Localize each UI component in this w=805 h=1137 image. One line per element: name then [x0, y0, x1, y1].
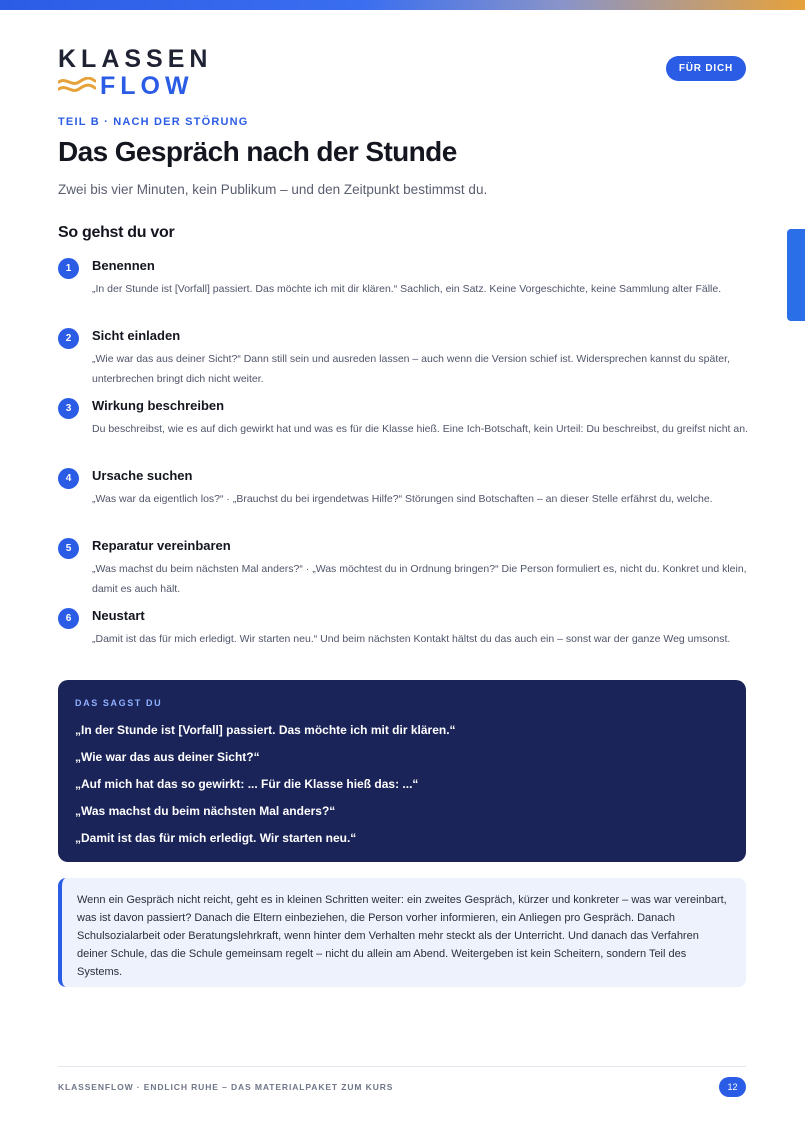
step-number-badge: 5 — [58, 538, 79, 559]
escalation-note — [58, 878, 746, 987]
step-title: Sicht einladen — [92, 328, 181, 343]
page-number: 12 — [719, 1077, 746, 1097]
step-title: Neustart — [92, 608, 145, 623]
step-number-badge: 4 — [58, 468, 79, 489]
step-number-badge: 1 — [58, 258, 79, 279]
steps-list — [58, 258, 748, 678]
phrases-label: DAS SAGST DU — [75, 698, 163, 708]
waves-icon — [58, 77, 96, 97]
top-gradient-bar — [0, 0, 805, 10]
steps-heading: So gehst du vor — [58, 224, 175, 241]
step-title: Ursache suchen — [92, 468, 193, 483]
step-item — [58, 398, 748, 468]
step-item — [58, 608, 748, 678]
phrase-line: „In der Stunde ist [Vorfall] passiert. Das möchte ich mit dir klären.“ — [75, 723, 456, 737]
step-text: „Was war da eigentlich los?“ · „Brauchst du bei irgendetwas Hilfe?“ Störungen sind Botschaften – an dieser Stelle erfährst du, welche. — [92, 493, 713, 505]
step-text: „Wie war das aus deiner Sicht?“ Dann still sein und ausreden lassen – auch wenn die Version schief ist. Widersprechen kannst du später, unterbrechen bringt dich nicht weiter. — [92, 353, 730, 385]
step-number-badge: 2 — [58, 328, 79, 349]
step-number-badge: 6 — [58, 608, 79, 629]
note-text: Wenn ein Gespräch nicht reicht, geht es in kleinen Schritten weiter: ein zweites Gespräch, kürzer und konkreter – was war vereinbart, was ist davon passiert? Danach die Eltern einbeziehen, die Person vorher informieren, ein Anliegen pro Gespräch. Danach Schulsozialarbeit oder Beratungslehrkraft, wenn hinter dem Verhalten mehr steckt als der Unterricht. Und danach das Verfahren deiner Schule, das die Schule gemeinsam regelt – nicht du allein am Abend. Weitergeben ist kein Scheitern, sondern Teil des Systems. — [77, 894, 727, 978]
step-text: „Was machst du beim nächsten Mal anders?“ · „Was möchtest du in Ordnung bringen?“ Die Person formuliert es, nicht du. Konkret und klein, damit es auch hält. — [92, 563, 747, 595]
phrase-line: „Damit ist das für mich erledigt. Wir starten neu.“ — [75, 831, 357, 845]
step-item — [58, 258, 748, 328]
logo-word-bottom: FLOW — [100, 72, 194, 100]
step-item — [58, 468, 748, 538]
step-item — [58, 538, 748, 608]
step-text: „In der Stunde ist [Vorfall] passiert. Das möchte ich mit dir klären.“ Sachlich, ein Satz. Keine Vorgeschichte, keine Sammlung alter Fälle. — [92, 283, 722, 295]
side-tab[interactable] — [787, 229, 805, 321]
step-text: Du beschreibst, wie es auf dich gewirkt hat und was es für die Klasse hieß. Eine Ich-Botschaft, kein Urteil: Du beschreibst, du greifst nicht an. — [92, 423, 748, 435]
logo — [58, 45, 213, 100]
phrase-line: „Auf mich hat das so gewirkt: ... Für die Klasse hieß das: ...“ — [75, 777, 419, 791]
phrase-line: „Wie war das aus deiner Sicht?“ — [75, 750, 260, 764]
section-eyebrow: TEIL B · NACH DER STÖRUNG — [58, 116, 249, 128]
phrases-box — [58, 680, 746, 862]
audience-badge: FÜR DICH — [666, 56, 746, 81]
step-item — [58, 328, 748, 398]
step-text: „Damit ist das für mich erledigt. Wir starten neu.“ Und beim nächsten Kontakt hältst du das auch ein – sonst war der ganze Weg umsonst. — [92, 633, 731, 645]
footer-divider — [58, 1066, 746, 1067]
footer-text: KLASSENFLOW · ENDLICH RUHE – DAS MATERIALPAKET ZUM KURS — [58, 1082, 394, 1092]
step-title: Wirkung beschreiben — [92, 398, 225, 413]
step-number-badge: 3 — [58, 398, 79, 419]
page-title: Das Gespräch nach der Stunde — [58, 136, 457, 167]
step-title: Reparatur vereinbaren — [92, 538, 231, 553]
phrase-line: „Was machst du beim nächsten Mal anders?“ — [75, 804, 336, 818]
step-title: Benennen — [92, 258, 155, 273]
logo-word-top: KLASSEN — [58, 45, 213, 73]
page-subtitle: Zwei bis vier Minuten, kein Publikum – und den Zeitpunkt bestimmst du. — [58, 182, 488, 197]
